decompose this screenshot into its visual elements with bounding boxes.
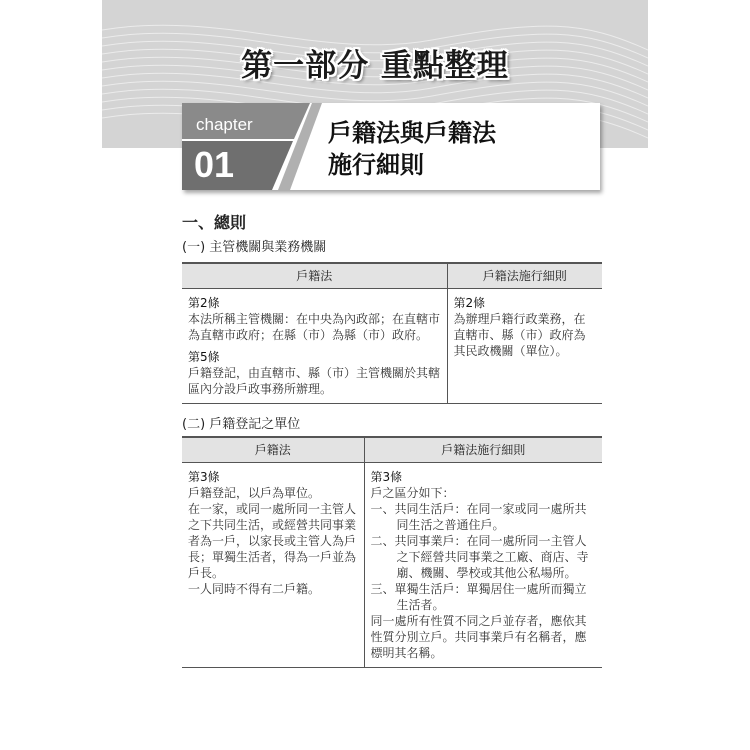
article-text: 本法所稱主管機關：在中央為內政部；在直轄市為直轄市政府；在縣（市）為縣（市）政府。 — [188, 312, 441, 342]
article-paragraph: 一人同時不得有二戶籍。 — [188, 582, 321, 596]
article-paragraph: 戶籍登記，以戶為單位。 — [188, 486, 321, 500]
list-item: 一、共同生活戶：在同一家或同一處所共同生活之普通住戶。 — [370, 502, 587, 532]
article-text: 為辦理戶籍行政業務，在直轄市、縣（市）政府為其民政機關（單位）。 — [453, 312, 586, 358]
chapter-heading — [182, 103, 600, 190]
column-header-law: 戶籍法 — [182, 263, 447, 289]
law-comparison-table — [182, 436, 602, 668]
law-comparison-table — [182, 262, 602, 404]
chapter-label: chapter — [196, 115, 253, 134]
law-cell — [182, 289, 447, 404]
list-item: 三、單獨生活戶：單獨居住一處所而獨立生活者。 — [370, 582, 587, 612]
article-title: 第3條 — [370, 470, 403, 484]
article-paragraph: 在一家，或同一處所同一主管人之下共同生活，或經營共同事業者為一戶，以家長或主管人為戶長；單獨生活者，得為一戶並為戶長。 — [188, 502, 357, 580]
list-item: 二、共同事業戶：在同一處所同一主管人之下經營共同事業之工廠、商店、寺廟、機關、學校或其他公私場所。 — [370, 534, 589, 580]
column-header-rules: 戶籍法施行細則 — [364, 437, 602, 463]
chapter-title-line2: 施行細則 — [328, 151, 424, 179]
table-row — [182, 463, 602, 668]
part-title: 第一部分 重點整理 — [241, 48, 509, 84]
article-paragraph: 同一處所有性質不同之戶並存者，應依其性質分別立戶。共同事業戶有名稱者，應標明其名稱。 — [370, 614, 587, 660]
article-title: 第5條 — [188, 350, 220, 364]
article-text: 戶籍登記，由直轄市、縣（市）主管機關於其轄區內分設戶政事務所辦理。 — [188, 366, 441, 396]
article-intro: 戶之區分如下： — [370, 486, 455, 500]
column-header-rules: 戶籍法施行細則 — [447, 263, 602, 289]
article-title: 第2條 — [453, 296, 486, 310]
article-title: 第2條 — [188, 296, 220, 310]
subsection-heading: (二) 戶籍登記之單位 — [182, 417, 301, 432]
chapter-title — [328, 117, 496, 181]
rules-cell — [447, 289, 602, 404]
section-heading: 一、總則 — [182, 213, 247, 232]
law-cell — [182, 463, 364, 668]
column-header-law: 戶籍法 — [182, 437, 364, 463]
rules-cell — [364, 463, 602, 668]
chapter-number: 01 — [194, 144, 235, 185]
subsection-heading: (一) 主管機關與業務機關 — [182, 240, 327, 255]
article-title: 第3條 — [188, 470, 220, 484]
table-row — [182, 289, 602, 404]
chapter-title-line1: 戶籍法與戶籍法 — [328, 119, 496, 147]
